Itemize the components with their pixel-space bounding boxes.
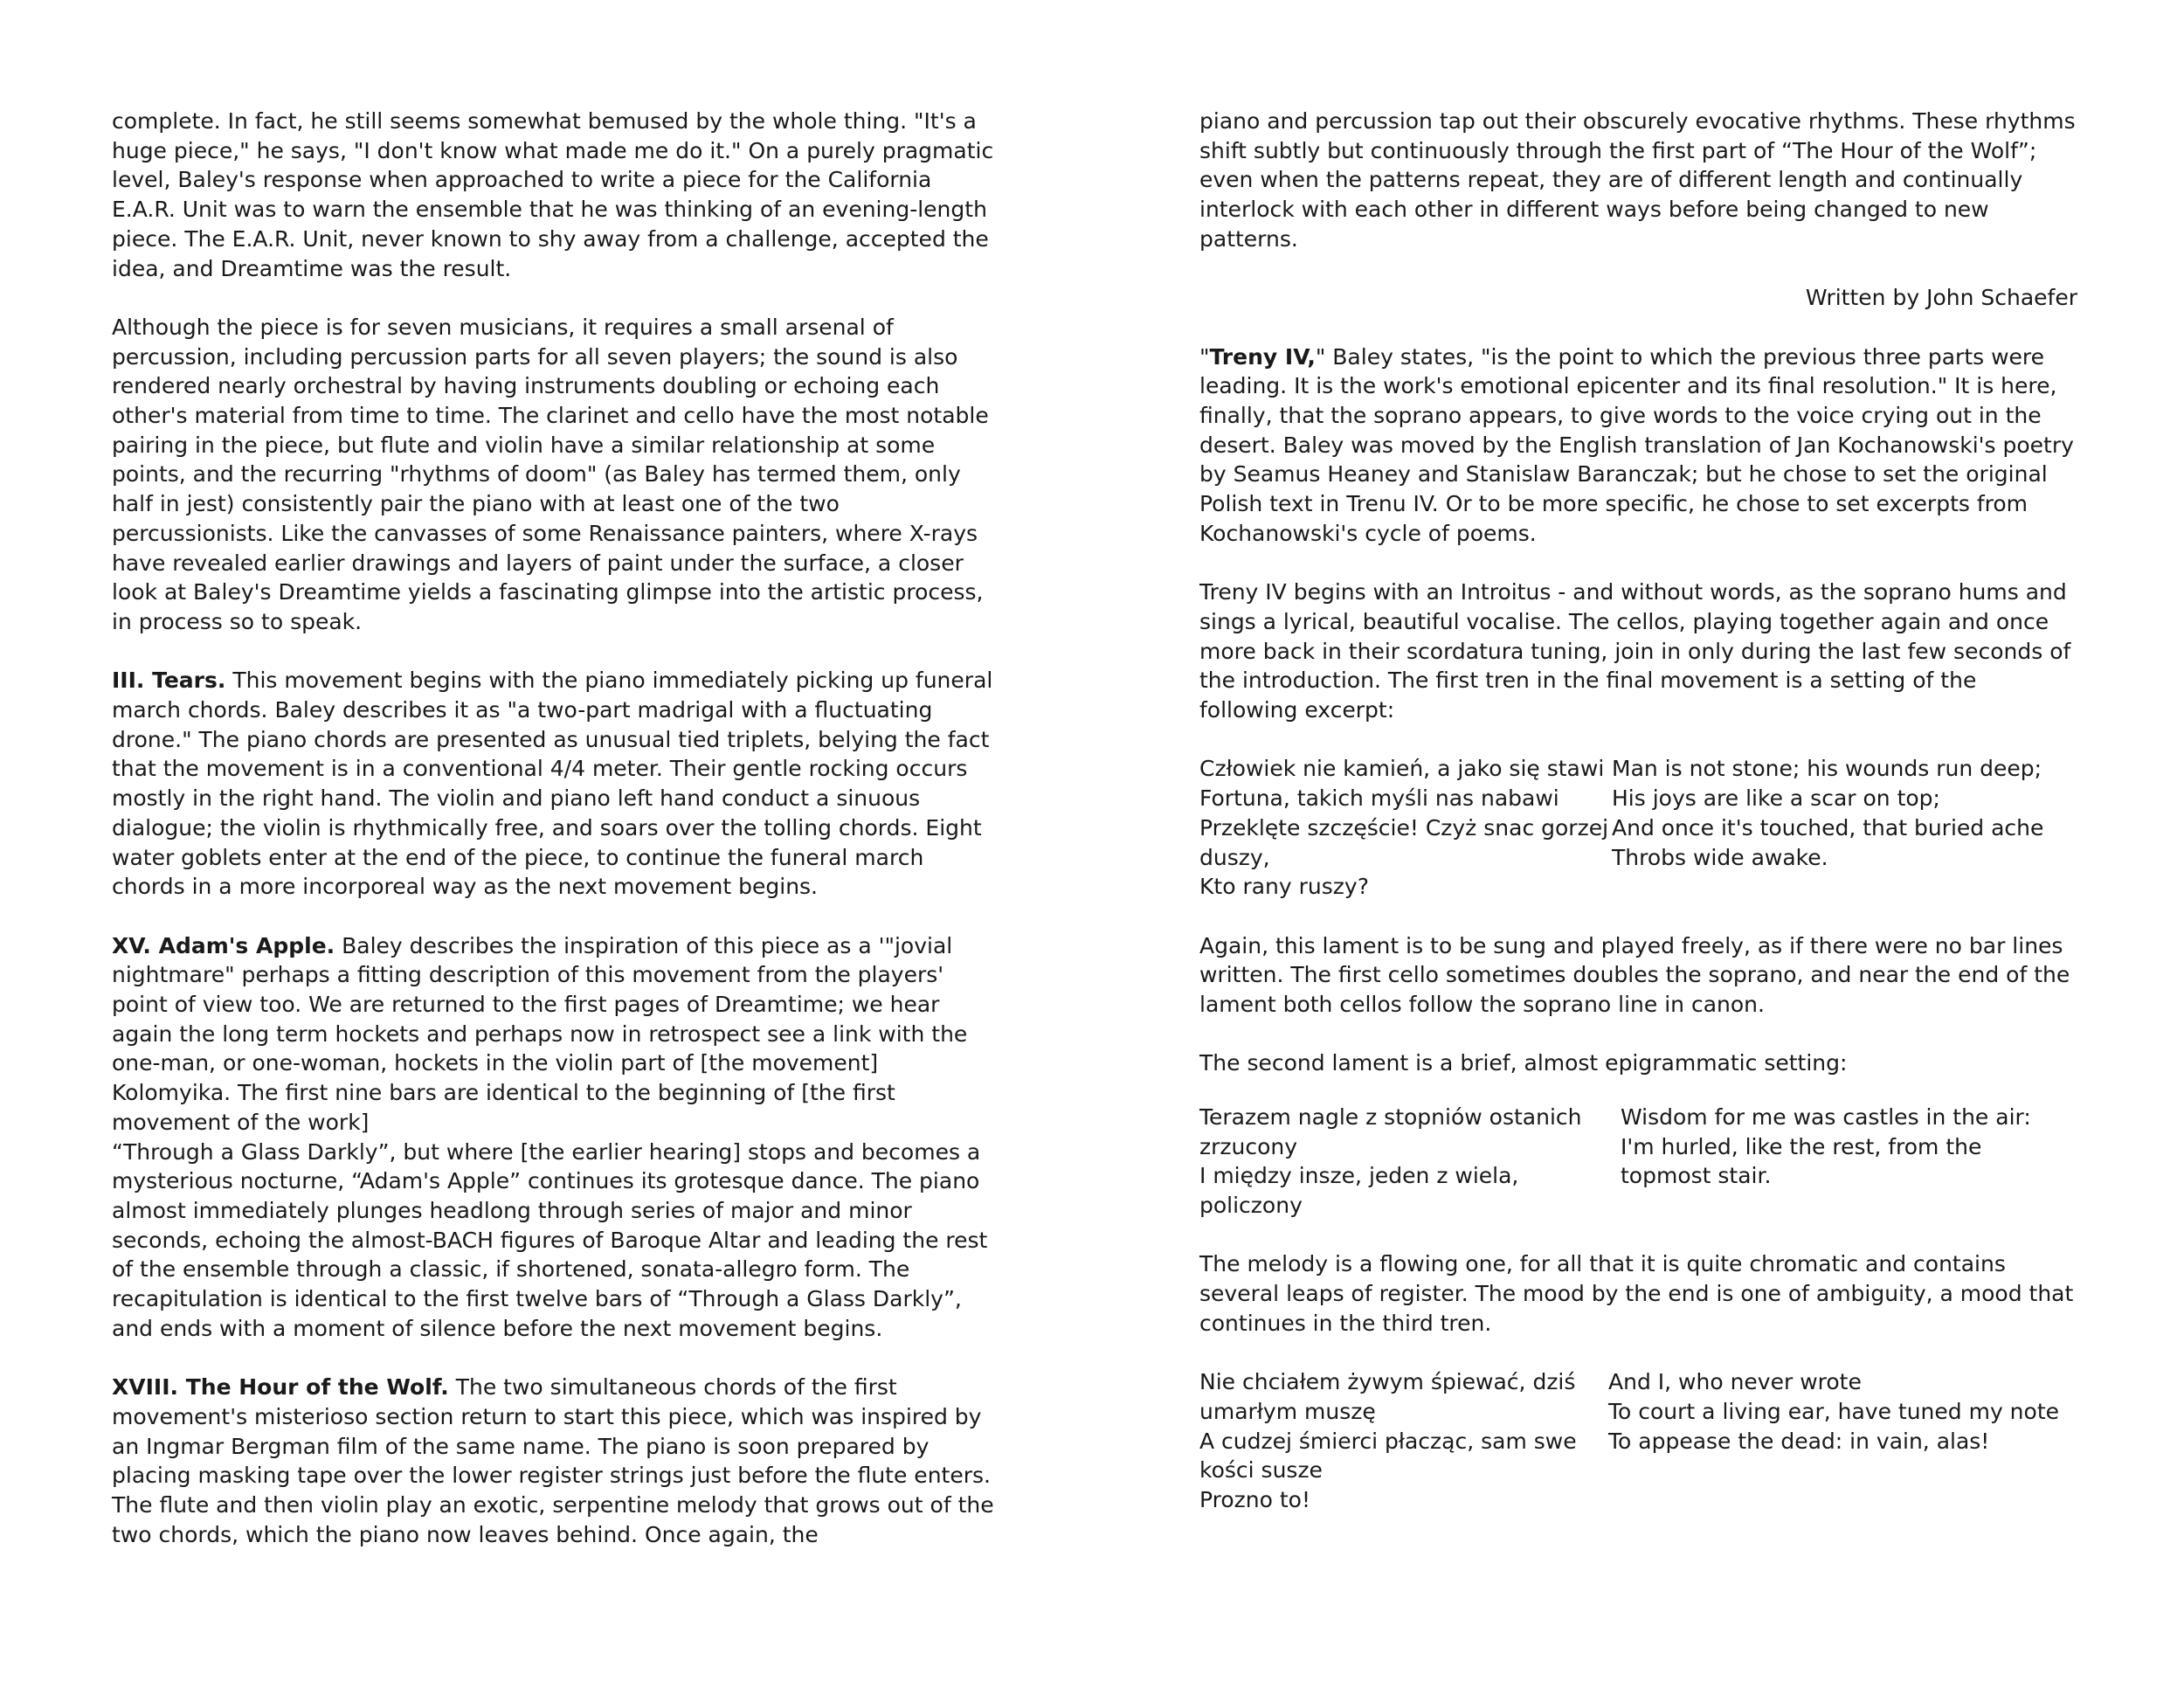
- intro-paragraph: complete. In fact, he still seems somewhat bemused by the whole thing. "It's a huge piece," he says, "I don't know what made me do it." On a purely pragmatic level, Baley's response when approached to write a piece for the California E.A.R. Unit was to warn the ensemble that he was thinking of an evening-length piece. The E.A.R. Unit, never known to shy away from a challenge, accepted the idea, and Dreamtime was the result.: [112, 108, 994, 281]
- hour-of-wolf-paragraph: [112, 1373, 994, 1549]
- hour-of-wolf-heading: XVIII. The Hour of the Wolf.: [112, 1374, 449, 1401]
- first-tren-english: Man is not stone; his wounds run deep; His joys are like a scar on top; And once it's touched, that buried ache Throbs wide awake.: [1612, 756, 2044, 870]
- treny-quote-open: ": [1199, 343, 1210, 370]
- tears-heading: III. Tears.: [112, 668, 226, 694]
- tears-body: This movement begins with the piano immediately picking up funeral march chords. Baley describes it as "a two-part madrigal with a fluctuating drone." The piano chords are presented as unusual tied triplets, belying the fact that the movement is in a conventional 4/4 meter. Their gentle rocking occurs mostly in the right hand. The violin and piano left hand conduct a sinuous dialogue; the violin is rhythmically free, and soars over the tolling chords. Eight water goblets enter at the end of the piece, to continue the funeral march chords in a more incorporeal way as the next movement begins.: [112, 668, 993, 900]
- adams-apple-body: Baley describes the inspiration of this piece as a '"jovial nightmare" perhaps a fitting description of this movement from the players' point of view too. We are returned to the first pages of Dreamtime; we hear again the long term hockets and perhaps now in retrospect see a link with the one-man, or one-woman, hockets in the violin part of [the movement] Kolomyika. The first nine bars are identical to the beginning of [the first movement of the work] “Through a Glass Darkly”, but where [the earlier hearing] stops and becomes a mysterious nocturne, “Adam's Apple” continues its grotesque dance. The piano almost immediately plunges headlong through series of major and minor seconds, echoing the almost-BACH figures of Baroque Altar and leading the rest of the ensemble through a classic, if shortened, sonata-allegro form. The recapitulation is identical to the first twelve bars of “Through a Glass Darkly”, and ends with a moment of silence before the next movement begins.: [112, 932, 988, 1341]
- third-tren-excerpt: [1199, 1367, 2077, 1515]
- introitus-paragraph: Treny IV begins with an Introitus - and without words, as the soprano hums and sings a lyrical, beautiful vocalise. The cellos, playing together again and once more back in their scordatura tuning, join in only during the last few seconds of the introduction. The first tren in the final movement is a setting of the following excerpt:: [1199, 579, 2071, 723]
- first-tren-polish: Człowiek nie kamień, a jako się stawi Fortuna, takich myśli nas nabawi Przeklęte szczęście! Czyż snac gorzej duszy, Kto rany ruszy?: [1199, 756, 1609, 900]
- third-tren-english: And I, who never wrote To court a living ear, have tuned my note To appease the dead: in vain, alas!: [1608, 1369, 2060, 1454]
- tears-paragraph: [112, 666, 994, 902]
- treny-paragraph: [1199, 342, 2077, 549]
- treny-heading: Treny IV,: [1209, 343, 1316, 370]
- lament-paragraph: Again, this lament is to be sung and played freely, as if there were no bar lines written. The first cello sometimes doubles the soprano, and near the end of the lament both cellos follow the soprano line in canon.: [1199, 932, 2070, 1018]
- hour-of-wolf-body: The two simultaneous chords of the first movement's misterioso section return to start this piece, which was inspired by an Ingmar Bergman film of the same name. The piano is soon prepared by placing masking tape over the lower register strings just before the flute enters. The flute and then violin play an exotic, serpentine melody that grows out of the two chords, which the piano now leaves behind. Once again, the: [112, 1374, 994, 1547]
- adams-apple-paragraph: [112, 931, 994, 1344]
- second-lament-paragraph: The second lament is a brief, almost epigrammatic setting:: [1199, 1050, 1848, 1076]
- right-page: [1199, 107, 2077, 1544]
- left-page: [112, 107, 994, 1579]
- second-tren-polish: Terazem nagle z stopniów ostanich zrzucony I między insze, jeden z wiela, policzony: [1199, 1103, 1582, 1218]
- treny-body: " Baley states, "is the point to which the previous three parts were leading. It is the work's emotional epicenter and its final resolution." It is here, finally, that the soprano appears, to give words to the voice crying out in the desert. Baley was moved by the English translation of Jan Kochanowski's poetry by Seamus Heaney and Stanislaw Baranczak; but he chose to set the original Polish text in Trenu IV. Or to be more specific, he chose to set excerpts from Kochanowski's cycle of poems.: [1199, 343, 2074, 546]
- author-attribution: Written by John Schaefer: [1805, 285, 2077, 311]
- second-tren-excerpt: [1199, 1103, 2077, 1221]
- third-tren-polish: Nie chciałem żywym śpiewać, dziś umarłym muszę A cudzej śmierci płacząc, sam swe kości susze Prozno to!: [1199, 1369, 1577, 1512]
- instrumentation-paragraph: Although the piece is for seven musicians, it requires a small arsenal of percussion, including percussion parts for all seven players; the sound is also rendered nearly orchestral by having instruments doubling or echoing each other's material from time to time. The clarinet and cello have the most notable pairing in the piece, but flute and violin have a similar relationship at some points, and the recurring "rhythms of doom" (as Baley has termed them, only half in jest) consistently pair the piano with at least one of the two percussionists. Like the canvasses of some Renaissance painters, where X-rays have revealed earlier drawings and layers of paint under the surface, a closer look at Baley's Dreamtime yields a fascinating glimpse into the artistic process, in process so to speak.: [112, 314, 989, 634]
- first-tren-excerpt: [1199, 754, 2077, 902]
- second-tren-english: Wisdom for me was castles in the air: I'm hurled, like the rest, from the topmost stair.: [1621, 1103, 2031, 1189]
- melody-paragraph: The melody is a flowing one, for all that it is quite chromatic and contains several leaps of register. The mood by the end is one of ambiguity, a mood that continues in the third tren.: [1199, 1251, 2074, 1336]
- rhythms-paragraph: piano and percussion tap out their obscurely evocative rhythms. These rhythms shift subtly but continuously through the first part of “The Hour of the Wolf”; even when the patterns repeat, they are of different length and continually interlock with each other in different ways before being changed to new patterns.: [1199, 108, 2076, 252]
- adams-apple-heading: XV. Adam's Apple.: [112, 932, 335, 958]
